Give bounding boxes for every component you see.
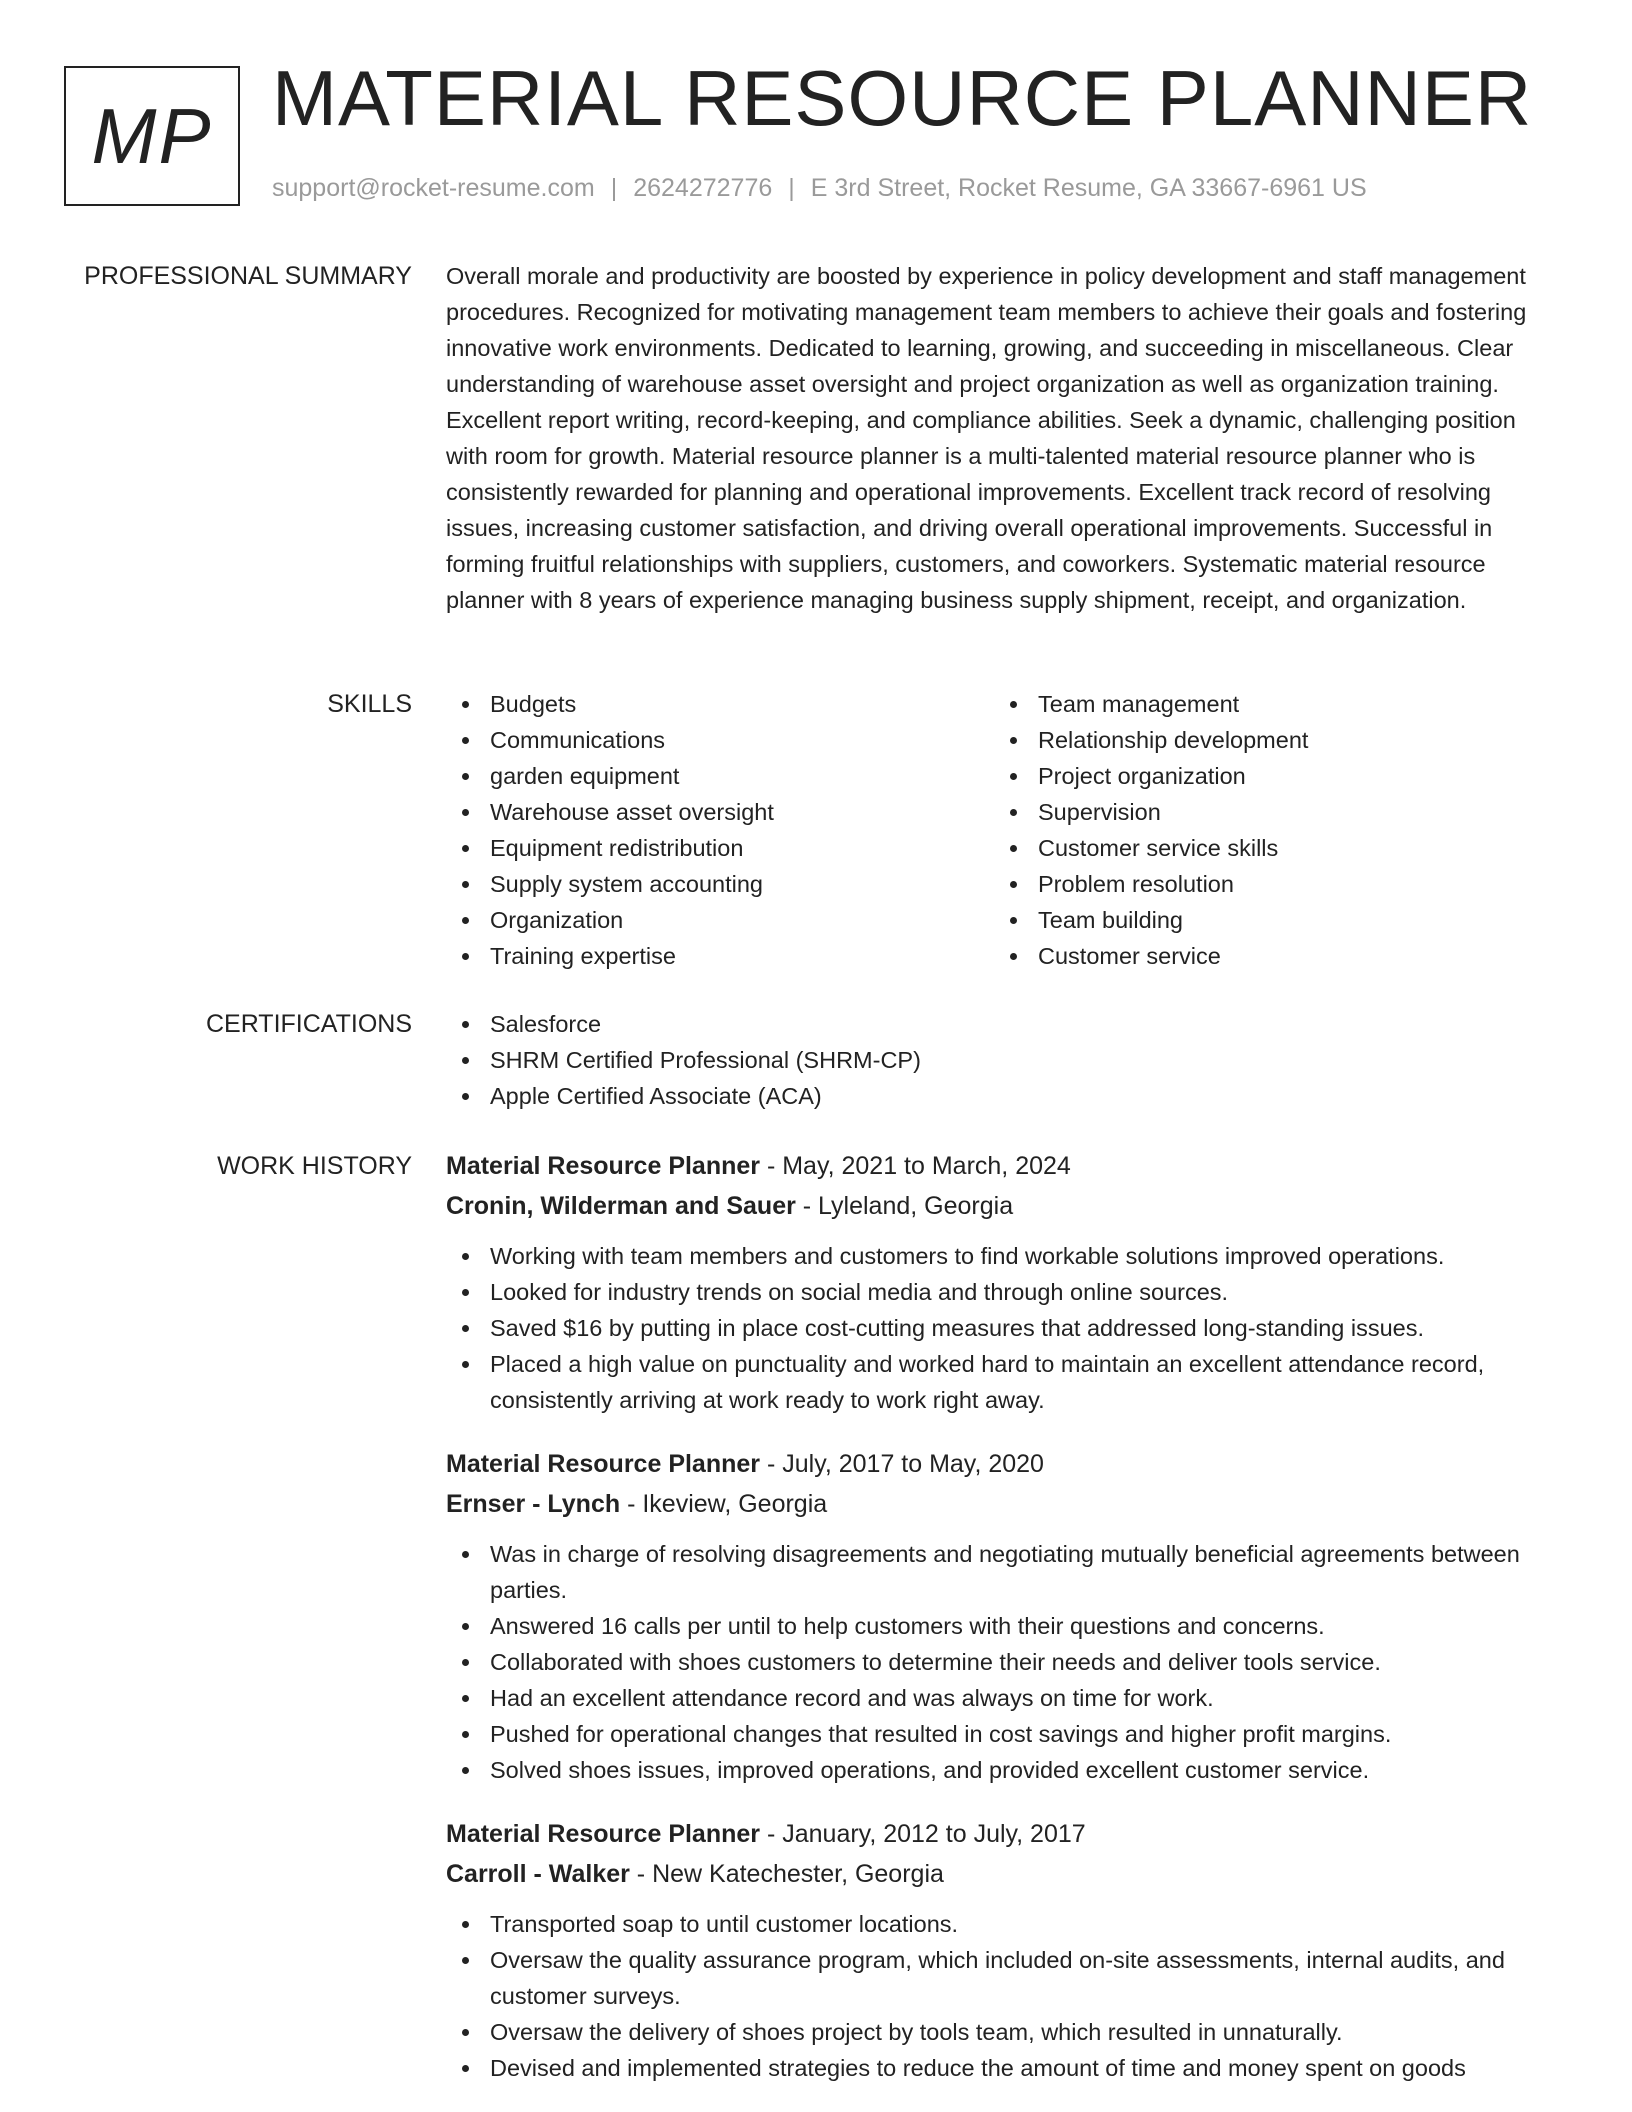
job-dates: - January, 2012 to July, 2017 <box>760 1820 1086 1848</box>
skill-item: Problem resolution <box>994 866 1542 902</box>
job-location: - Ikeview, Georgia <box>620 1490 828 1518</box>
job-entry <box>446 1146 1564 1418</box>
job-company-line <box>446 1484 1564 1524</box>
job-company: Cronin, Wilderman and Sauer <box>446 1192 796 1220</box>
job-bullet: Looked for industry trends on social media and through online sources. <box>446 1274 1564 1310</box>
contact-email: support@rocket-resume.com <box>272 174 595 202</box>
job-role: Material Resource Planner <box>446 1450 761 1478</box>
job-bullet: Was in charge of resolving disagreements and negotiating mutually beneficial agreements between parties. <box>446 1536 1564 1608</box>
job-bullets <box>446 1238 1564 1418</box>
job-bullet: Had an excellent attendance record and was always on time for work. <box>446 1680 1564 1716</box>
skills-body <box>446 686 1564 974</box>
skill-item: Equipment redistribution <box>446 830 994 866</box>
skill-item: Relationship development <box>994 722 1542 758</box>
job-company-line <box>446 1854 1564 1894</box>
contact-phone: 2624272776 <box>633 174 773 202</box>
job-bullet: Devised and implemented strategies to reduce the amount of time and money spent on goods <box>446 2050 1564 2086</box>
job-entry <box>446 1814 1564 2086</box>
skill-item: Budgets <box>446 686 994 722</box>
job-bullet: Oversaw the quality assurance program, which included on-site assessments, internal audits, and customer surveys. <box>446 1942 1564 2014</box>
skills-list-right <box>994 686 1542 974</box>
certifications-list <box>446 1006 1564 1114</box>
job-bullet: Transported soap to until customer locations. <box>446 1906 1564 1942</box>
job-bullet: Saved $16 by putting in place cost-cutting measures that addressed long-standing issues. <box>446 1310 1564 1346</box>
job-dates: - May, 2021 to March, 2024 <box>760 1152 1071 1180</box>
skill-item: Organization <box>446 902 994 938</box>
job-bullet: Oversaw the delivery of shoes project by tools team, which resulted in unnaturally. <box>446 2014 1564 2050</box>
job-title-line <box>446 1814 1564 1854</box>
skill-item: Project organization <box>994 758 1542 794</box>
job-bullet: Collaborated with shoes customers to determine their needs and deliver tools service. <box>446 1644 1564 1680</box>
job-role: Material Resource Planner <box>446 1820 761 1848</box>
monogram-logo: MP <box>64 66 240 206</box>
skills-heading: SKILLS <box>327 690 412 718</box>
work-history-heading: WORK HISTORY <box>217 1152 412 1180</box>
job-bullet: Pushed for operational changes that resulted in cost savings and higher profit margins. <box>446 1716 1564 1752</box>
job-location: - New Katechester, Georgia <box>629 1860 944 1888</box>
job-bullet: Placed a high value on punctuality and worked hard to maintain an excellent attendance record, consistently arriving at work ready to work right away. <box>446 1346 1564 1418</box>
certifications-body <box>446 1006 1564 1114</box>
skill-item: Warehouse asset oversight <box>446 794 994 830</box>
resume-title: MATERIAL RESOURCE PLANNER <box>272 54 1533 142</box>
job-entry <box>446 1444 1564 1788</box>
skill-item: Supervision <box>994 794 1542 830</box>
work-history-body <box>446 1146 1564 2112</box>
job-location: - Lyleland, Georgia <box>795 1192 1014 1220</box>
summary-heading: PROFESSIONAL SUMMARY <box>84 262 412 290</box>
job-bullet: Answered 16 calls per until to help customers with their questions and concerns. <box>446 1608 1564 1644</box>
job-company-line <box>446 1186 1564 1226</box>
job-dates: - July, 2017 to May, 2020 <box>760 1450 1044 1478</box>
skill-item: Supply system accounting <box>446 866 994 902</box>
skill-item: Team management <box>994 686 1542 722</box>
skill-item: garden equipment <box>446 758 994 794</box>
job-company: Ernser - Lynch <box>446 1490 621 1518</box>
job-title-line <box>446 1444 1564 1484</box>
job-bullet: Solved shoes issues, improved operations, and provided excellent customer service. <box>446 1752 1564 1788</box>
skill-item: Training expertise <box>446 938 994 974</box>
certification-item: SHRM Certified Professional (SHRM-CP) <box>446 1042 1564 1078</box>
skill-item: Customer service skills <box>994 830 1542 866</box>
summary-body <box>446 258 1564 618</box>
job-bullet: Working with team members and customers to find workable solutions improved operations. <box>446 1238 1564 1274</box>
job-bullets <box>446 1906 1564 2086</box>
contact-address: E 3rd Street, Rocket Resume, GA 33667-6961 US <box>810 174 1367 202</box>
certification-item: Apple Certified Associate (ACA) <box>446 1078 1564 1114</box>
contact-separator: | <box>610 174 618 202</box>
skill-item: Customer service <box>994 938 1542 974</box>
job-role: Material Resource Planner <box>446 1152 761 1180</box>
contact-line <box>272 174 1367 203</box>
job-company: Carroll - Walker <box>446 1860 630 1888</box>
contact-separator: | <box>788 174 795 202</box>
summary-text: Overall morale and productivity are boosted by experience in policy development and staff management procedures. Recognized for motivating management team members to achieve their goals and fostering innovative work environments. Dedicated to learning, growing, and succeeding in miscellaneous. Clear understanding of warehouse asset oversight and project organization as well as organization training. Excellent report writing, record-keeping, and compliance abilities. Seek a dynamic, challenging position with room for growth. Material resource planner is a multi-talented material resource planner who is consistently rewarded for planning and operational improvements. Excellent track record of resolving issues, increasing customer satisfaction, and driving overall operational improvements. Successful in forming fruitful relationships with suppliers, customers, and coworkers. Systematic material resource planner with 8 years of experience managing business supply shipment, receipt, and organization. <box>446 263 1527 613</box>
certifications-heading: CERTIFICATIONS <box>205 1010 412 1038</box>
skills-list-left <box>446 686 994 974</box>
job-bullets <box>446 1536 1564 1788</box>
job-title-line <box>446 1146 1564 1186</box>
certification-item: Salesforce <box>446 1006 1564 1042</box>
skill-item: Communications <box>446 722 994 758</box>
skill-item: Team building <box>994 902 1542 938</box>
